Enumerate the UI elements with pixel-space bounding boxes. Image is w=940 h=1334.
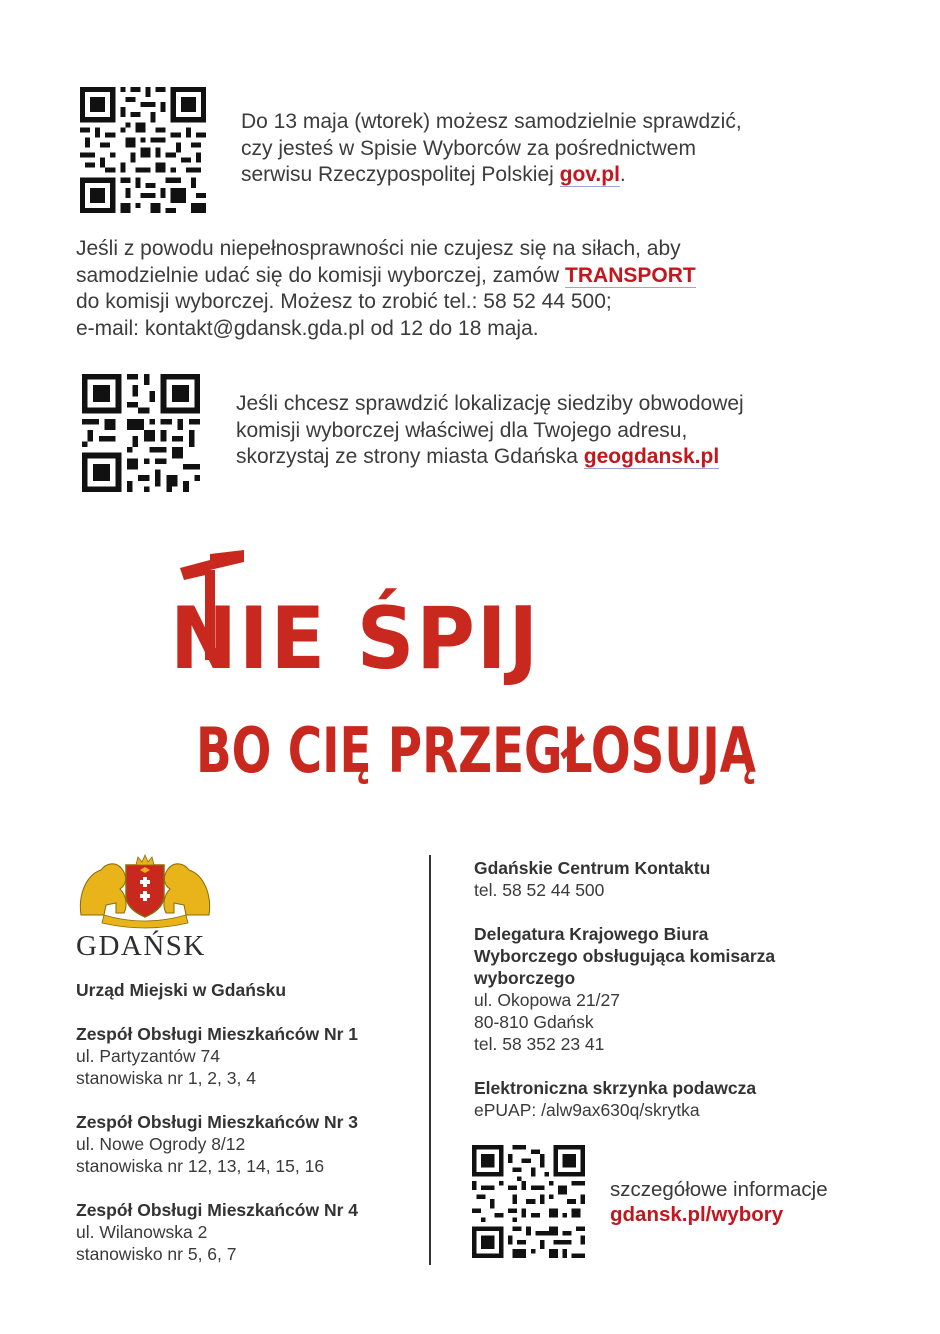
delegation-phone: tel. 58 352 23 41	[474, 1034, 605, 1054]
zom1-desks: stanowiska nr 1, 2, 3, 4	[76, 1068, 256, 1088]
transport-text	[76, 236, 696, 342]
geo-text	[236, 391, 744, 471]
column-divider	[429, 855, 431, 1265]
more-info	[610, 1177, 828, 1227]
transport-line4: e-mail: kontakt@gdansk.gda.pl od 12 do 18 maja.	[76, 316, 539, 340]
slogan	[170, 540, 770, 800]
gov-check-line3: serwisu Rzeczypospolitej Polskiej	[241, 163, 560, 186]
transport-link[interactable]: TRANSPORT	[565, 263, 696, 287]
contact-center-block	[474, 857, 894, 901]
zom3-title: Zespół Obsługi Mieszkańców Nr 3	[76, 1112, 359, 1132]
wybory-link[interactable]: gdansk.pl/wybory	[610, 1203, 784, 1226]
contact-center-title: Gdańskie Centrum Kontaktu	[474, 858, 711, 878]
zom3-address: ul. Nowe Ogrody 8/12	[76, 1134, 246, 1154]
contact-center-phone: tel. 58 52 44 500	[474, 880, 605, 900]
more-info-label: szczegółowe informacje	[610, 1178, 828, 1201]
transport-line2: samodzielnie udać się do komisji wyborczej, zamów	[76, 263, 566, 287]
zom1-address: ul. Partyzantów 74	[76, 1046, 220, 1066]
delegation-title-2: Wyborczego obsługująca komisarza	[474, 946, 776, 966]
epuap-title: Elektroniczna skrzynka podawcza	[474, 1078, 757, 1098]
slogan-line2: BO CIĘ PRZEGŁOSUJĄ	[196, 714, 757, 787]
geo-line1: Jeśli chcesz sprawdzić lokalizację siedziby obwodowej	[236, 392, 744, 415]
transport-line1: Jeśli z powodu niepełnosprawności nie czujesz się na siłach, aby	[76, 237, 681, 260]
right-contact-column	[474, 857, 894, 1143]
gov-pl-link[interactable]: gov.pl	[559, 163, 620, 186]
delegation-address-1: ul. Okopowa 21/27	[474, 990, 620, 1010]
zom4-address: ul. Wilanowska 2	[76, 1222, 208, 1242]
left-contact-column	[76, 979, 416, 1287]
delegation-title-3: wyborczego	[474, 968, 576, 988]
geogdansk-link[interactable]: geogdansk.pl	[583, 445, 720, 468]
gov-check-line1: Do 13 maja (wtorek) możesz samodzielnie sprawdzić,	[241, 110, 742, 133]
delegation-block	[474, 923, 894, 1055]
zom4-desks: stanowisko nr 5, 6, 7	[76, 1244, 237, 1264]
delegation-address-2: 80-810 Gdańsk	[474, 1012, 594, 1032]
zom1-block	[76, 1023, 416, 1089]
qr-code-icon[interactable]	[82, 374, 200, 492]
geo-line3: skorzystaj ze strony miasta Gdańska	[236, 445, 584, 468]
office-title: Urząd Miejski w Gdańsku	[76, 980, 287, 1000]
transport-line3: do komisji wyborczej. Możesz to zrobić tel.: 58 52 44 500;	[76, 290, 612, 313]
slogan-line1: NIE ŚPIJ	[170, 589, 568, 689]
gov-check-text	[241, 109, 742, 189]
zom3-block	[76, 1111, 416, 1177]
zom4-title: Zespół Obsługi Mieszkańców Nr 4	[76, 1200, 359, 1220]
qr-code-icon[interactable]	[472, 1145, 585, 1258]
zom4-block	[76, 1199, 416, 1265]
epuap-block	[474, 1077, 894, 1121]
qr-code-icon[interactable]	[80, 87, 206, 213]
city-name: GDAŃSK	[76, 930, 206, 962]
gov-check-line2: czy jesteś w Spisie Wyborców za pośrednictwem	[241, 136, 696, 160]
zom1-title: Zespół Obsługi Mieszkańców Nr 1	[76, 1024, 359, 1044]
epuap-value: ePUAP: /alw9ax630q/skrytka	[474, 1100, 700, 1120]
delegation-title-1: Delegatura Krajowego Biura	[474, 924, 709, 944]
geo-line2: komisji wyborczej właściwej dla Twojego adresu,	[236, 418, 688, 442]
gov-check-period: .	[619, 163, 626, 186]
gdansk-crest-icon	[76, 855, 214, 925]
zom3-desks: stanowiska nr 12, 13, 14, 15, 16	[76, 1156, 325, 1176]
